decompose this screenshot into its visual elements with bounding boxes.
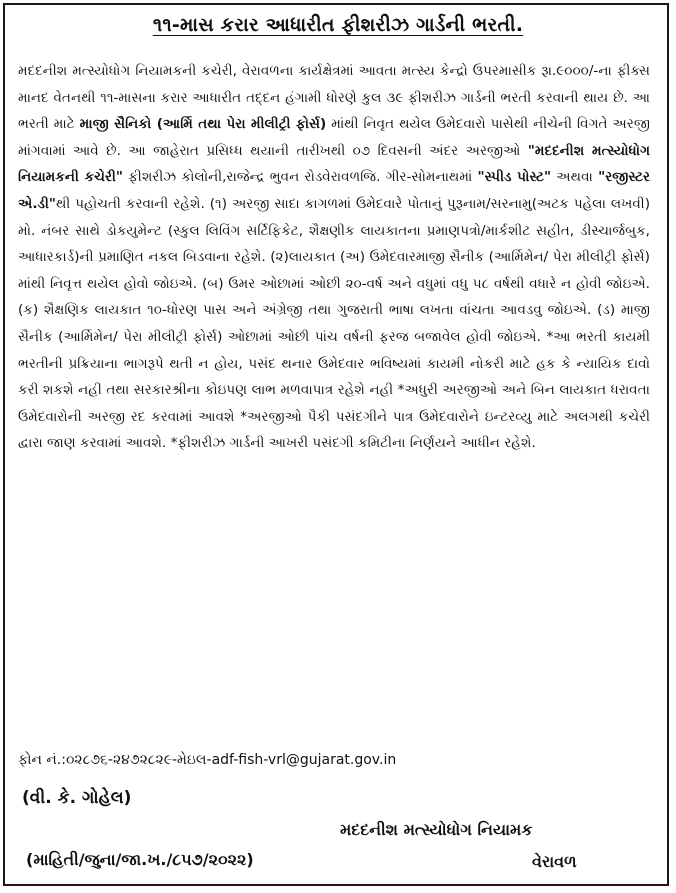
body-application-text: માંથી નિવૃત થયેલ ઉમેદવારો પાસેથી નીચેની વિગતે અરજી માંગવામાં આવે છે. આ જાહેરાત પ્રસિધ્ધ થયાની તારીખથી ૦૭ દિવસની અંદર અરજીઓ [18, 116, 650, 159]
reference-number: (માહિતી/જુના/જા.ખ./૮૫૭/૨૦૨૨) [26, 850, 254, 869]
signer-name: (વી. કે. ગોહેલ) [22, 788, 132, 808]
speed-post-emphasis: "સ્પીડ પોસ્ટ" [477, 169, 552, 186]
body-conditions: થી પહોચતી કરવાની રહેશે. (૧) અરજી સાદા કાગળમાં ઉમેદવારે પોતાનું પુરૂનામ/સરનામુ(અટક પહેલા લખવી) મો. નંબર સાથે ડોકયુમેન્ટ (સ્કુલ લિવિંગ સર્ટિફિકેટ, શૈક્ષણીક લાયકાતના પ્રમાણપત્રો/માર્કશીટ સહીત, ડીસ્ચાર્જબુક, આધારકાર્ડ)ની પ્રમાણિત નકલ બિડવાના રહેશે. (૨)લાયકાત (અ) ઉમેદવારમાજી સૈનીક (આર્મિમેન/ પેરા મીલીટ્રી ફોર્સ) માંથી નિવૃત્ત થયેલ હોવો જોઇએ. (બ) ઉમર ઓછામાં ઓછી ૨૦-વર્ષ અને વધુમાં વધુ ૫૮ વર્ષથી વધારે ન હોવી જોઇએ. (ક) શૈક્ષણિક લાયકાત ૧૦-ધોરણ પાસ અને અંગ્રેજી તથા ગુજરાતી ભાષા લખતા વાંચતા આવડવુ જોઇએ. (ડ) માજી સૈનીક (આર્મિમેન/ પેરા મીલીટ્રી ફોર્સ) ઓછામાં ઓછી પાંચ વર્ષની ફરજ બજાવેલ હોવી જોઇએ. *આ ભરતી કાયમી ભરતીની પ્રક્રિયાના ભાગરૂપે થતી ન હોય, પસંદ થનાર ઉમેદવાર ભવિષ્યમાં કાયમી નોકરી માટે હક કે ન્યાયિક દાવો કરી શકશે નહી તથા સરકારશ્રીના કોઇપણ લાભ મળવાપાત્ર રહેશે નહી *અધુરી અરજીઓ અને બિન લાયકાત ધરાવતા ઉમેદવારોની અરજી રદ કરવામાં આવશે *અરજીઓ પૈકી પસંદગીને પાત્ર ઉમેદવારોને ઇન્ટરવ્યુ માટે અલગથી કચેરી દ્વારા જાણ કરવામાં આવશે. *ફીશરીઝ ગાર્ડની આખરી પસંદગી કમિટીના નિર્ણયને આધીન રહેશે. [18, 195, 650, 452]
notice-title [0, 14, 676, 36]
office-name-emphasis: "મદદનીશ મત્સ્યોધોગ નિયામકની કચેરી" [18, 142, 651, 186]
notice-body [18, 58, 650, 457]
body-address: ફીશરીઝ કોલોની,રાજેન્દ્ર ભુવન રોડવેરાવળજિ. ગીર-સોમનાથમાં [123, 169, 478, 186]
body-or: અથવા [551, 169, 599, 186]
notice-paragraph [18, 58, 650, 457]
registered-ad-emphasis: "રજીસ્ટર એ.ડી" [18, 169, 651, 212]
ex-servicemen-emphasis: માજી સૈનિકો (આર્મિ તથા પેરા મીલીટ્રી ફોર્સ) [79, 116, 327, 133]
office-place: વેરાવળ [532, 852, 577, 871]
contact-line: ફોન નં.:૦૨૮૭૬-૨૪૭૨૮૨૯-મેઇલ-adf-fish-vrl@gujarat.gov.in [18, 752, 397, 768]
notice-title-text: ૧૧-માસ કરાર આધારીત ફીશરીઝ ગાર્ડની ભરતી. [152, 14, 524, 36]
signer-designation: મદદનીશ મત્સ્યોધોગ નિયામક [340, 820, 533, 839]
body-intro: મદદનીશ મત્સ્યોધોગ નિયામકની કચેરી, વેરાવળના કાર્યક્ષેત્રમાં આવતા મત્સ્ય કેન્દ્રો ઉપરમાસીક રૂા.૯૦૦૦/-ના ફીક્સ માનદ વેતનથી ૧૧-માસના કરાર આધારીત તદ્દન હંગામી ધોરણે કુલ ૩૯ ફીશરીઝ ગાર્ડની ભરતી કરવાની થાય છે. આ ભરતી માટે [18, 63, 650, 133]
